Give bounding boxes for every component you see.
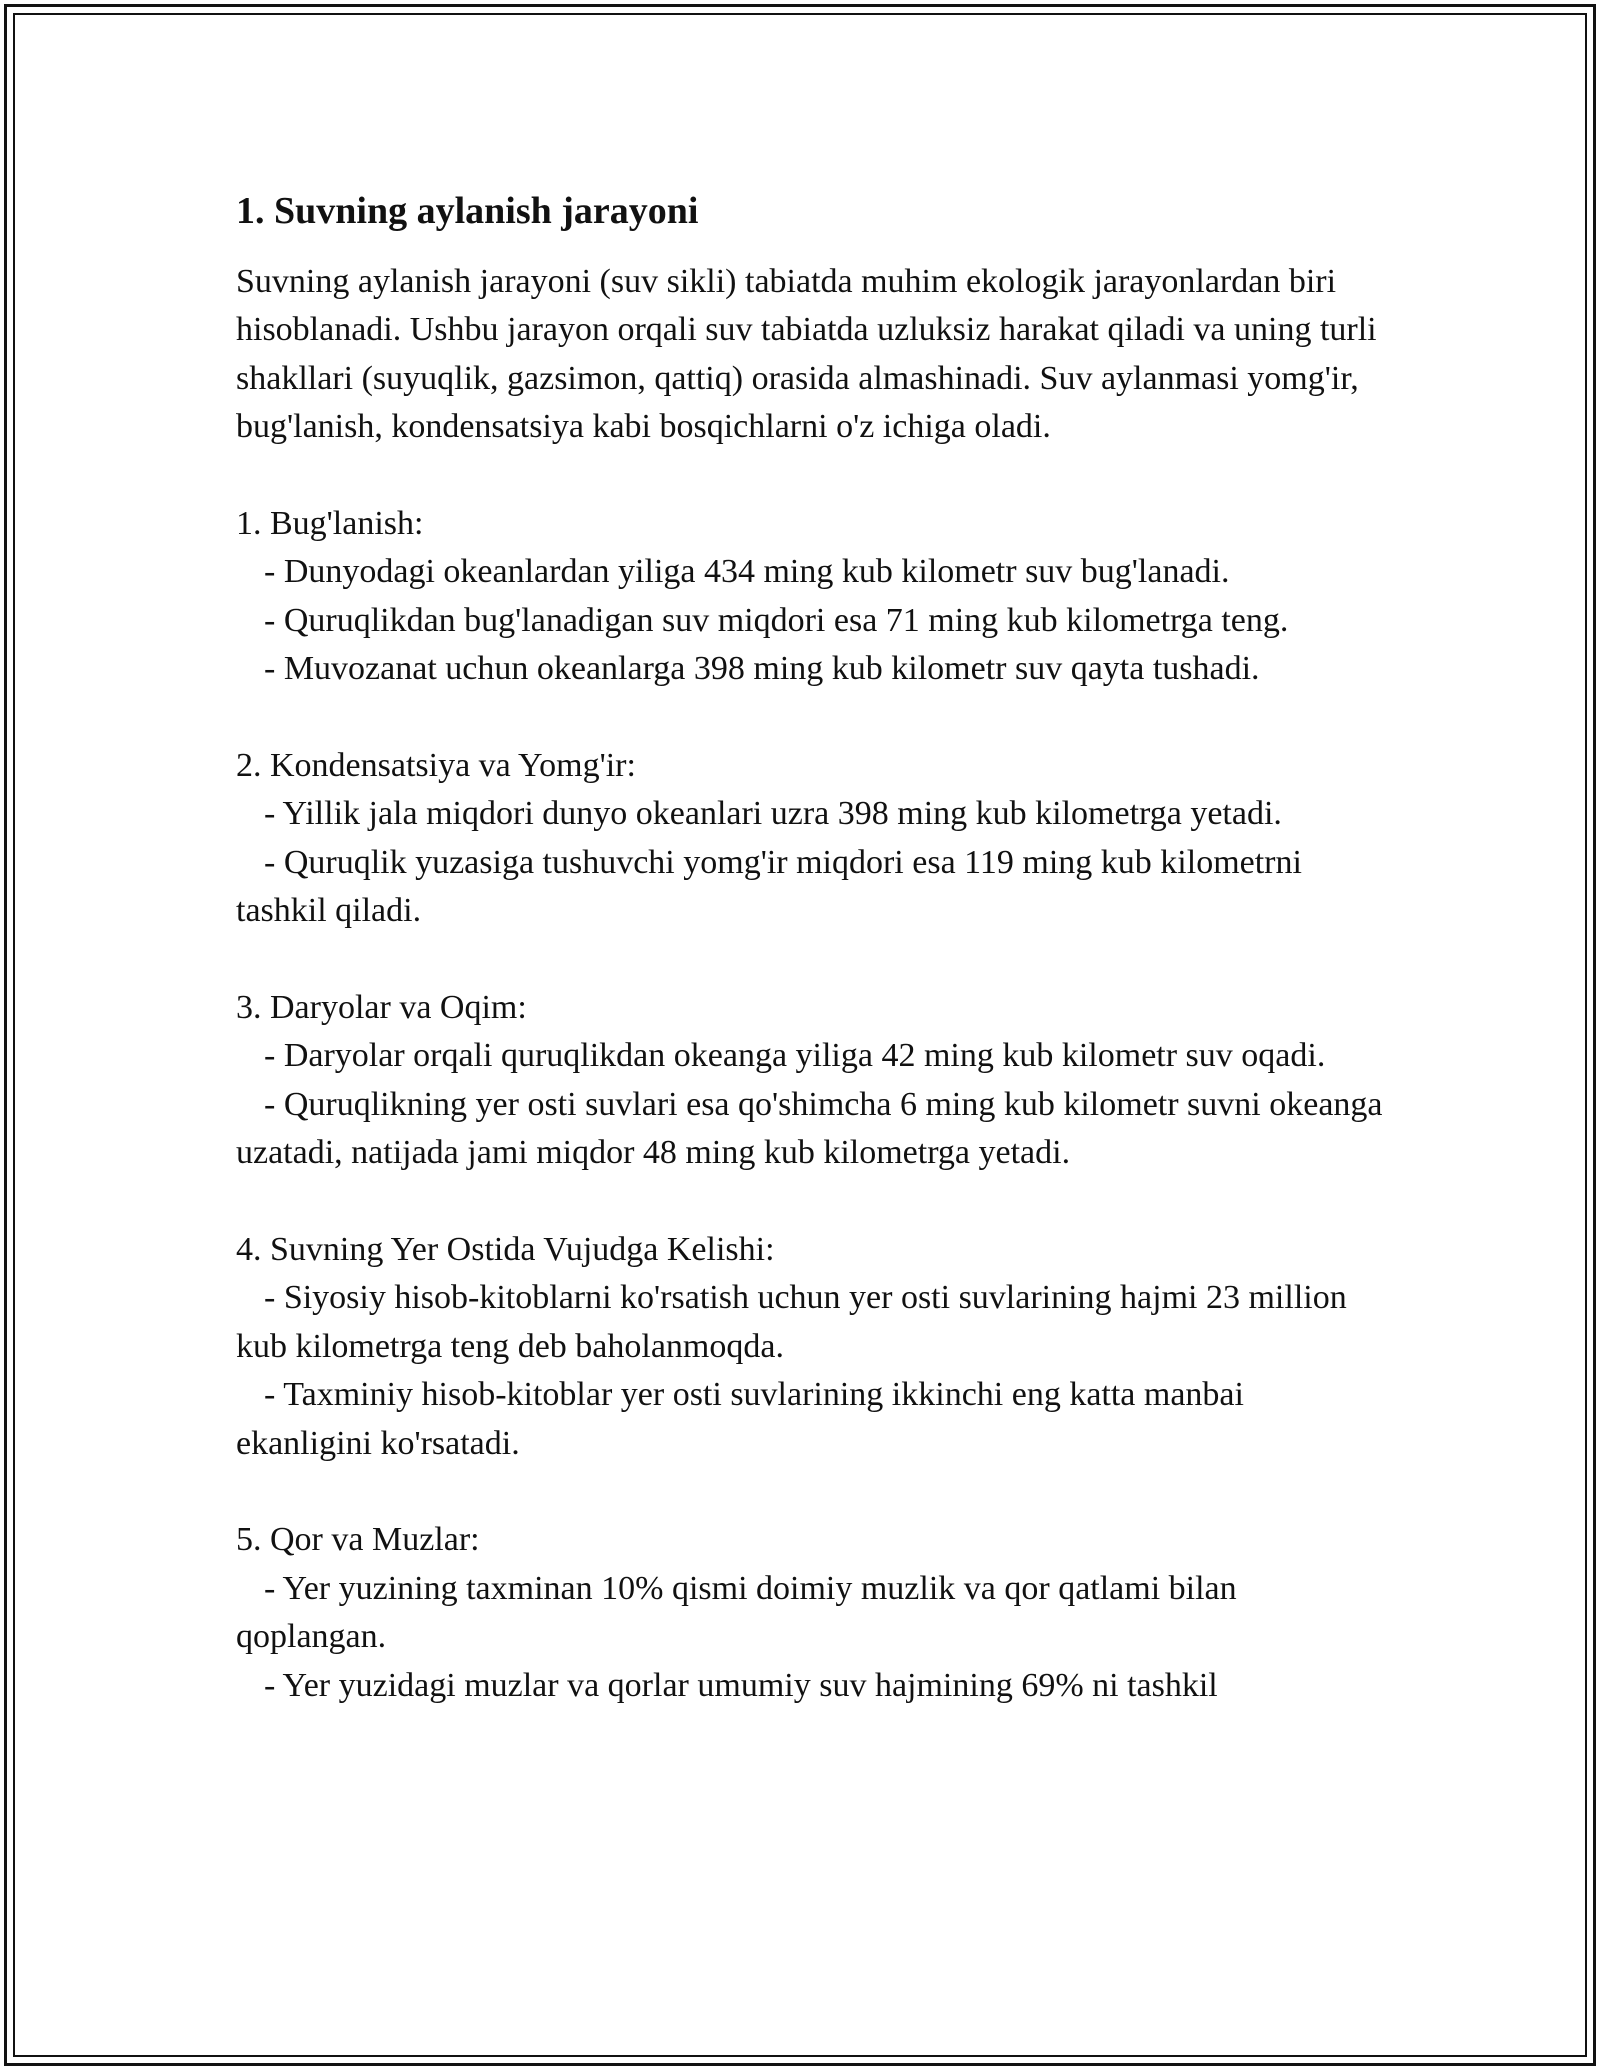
bullet-item: - Yer yuzidagi muzlar va qorlar umumiy suv hajmining 69% ni tashkil	[264, 1666, 1218, 1704]
section-heading: 5. Qor va Muzlar:	[236, 1521, 480, 1559]
section-heading: 2. Kondensatsiya va Yomg'ir:	[236, 747, 636, 785]
spacer	[236, 1178, 1386, 1226]
intro-paragraph: Suvning aylanish jarayoni (suv sikli) tabiatda muhim ekologik jarayonlardan biri hisoblanadi. Ushbu jarayon orqali suv tabiatda uzluksiz harakat qiladi va uning turli shakllari (suyuqlik, gazsimon, qattiq) orasida almashinadi. Suv aylanmasi yomg'ir, bug'lanish, kondensatsiya kabi bosqichlarni o'z ichiga oladi.	[236, 263, 1386, 446]
bullet-item: - Daryolar orqali quruqlikdan okeanga yiliga 42 ming kub kilometr suv oqadi.	[264, 1037, 1326, 1075]
section-heading: 3. Daryolar va Oqim:	[236, 989, 527, 1027]
section-rivers	[236, 984, 1386, 1178]
bullet-item: - Muvozanat uchun okeanlarga 398 ming kub kilometr suv qayta tushadi.	[264, 650, 1260, 688]
bullet-item: - Quruqlikning yer osti suvlari esa qo'shimcha 6 ming kub kilometr suvni okeanga uzatadi, natijada jami miqdor 48 ming kub kilometrga yetadi.	[236, 1085, 1383, 1172]
document-title: 1. Suvning aylanish jarayoni	[236, 190, 699, 232]
bullet-item: - Quruqlik yuzasiga tushuvchi yomg'ir miqdori esa 119 ming kub kilometrni tashkil qiladi.	[236, 843, 1302, 930]
section-evaporation	[236, 500, 1386, 694]
bullet-item: - Quruqlikdan bug'lanadigan suv miqdori esa 71 ming kub kilometrga teng.	[264, 601, 1289, 639]
section-heading: 4. Suvning Yer Ostida Vujudga Kelishi:	[236, 1231, 775, 1269]
bullet-item: - Yillik jala miqdori dunyo okeanlari uzra 398 ming kub kilometrga yetadi.	[264, 795, 1282, 833]
bullet-item: - Taxminiy hisob-kitoblar yer osti suvlarining ikkinchi eng katta manbai ekanligini ko'rsatadi.	[236, 1376, 1244, 1462]
section-heading: 1. Bug'lanish:	[236, 505, 424, 543]
bullet-item: - Siyosiy hisob-kitoblarni ko'rsatish uchun yer osti suvlarining hajmi 23 million kub kilometrga teng deb baholanmoqda.	[236, 1279, 1347, 1365]
spacer	[236, 936, 1386, 984]
document-body	[236, 186, 1386, 1710]
section-snow-ice	[236, 1516, 1386, 1710]
spacer	[236, 694, 1386, 742]
spacer	[236, 452, 1386, 500]
section-condensation	[236, 742, 1386, 936]
bullet-item: - Dunyodagi okeanlardan yiliga 434 ming kub kilometr suv bug'lanadi.	[264, 553, 1230, 591]
spacer	[236, 1468, 1386, 1516]
bullet-item: - Yer yuzining taxminan 10% qismi doimiy muzlik va qor qatlami bilan qoplangan.	[236, 1569, 1237, 1656]
section-groundwater	[236, 1226, 1386, 1468]
